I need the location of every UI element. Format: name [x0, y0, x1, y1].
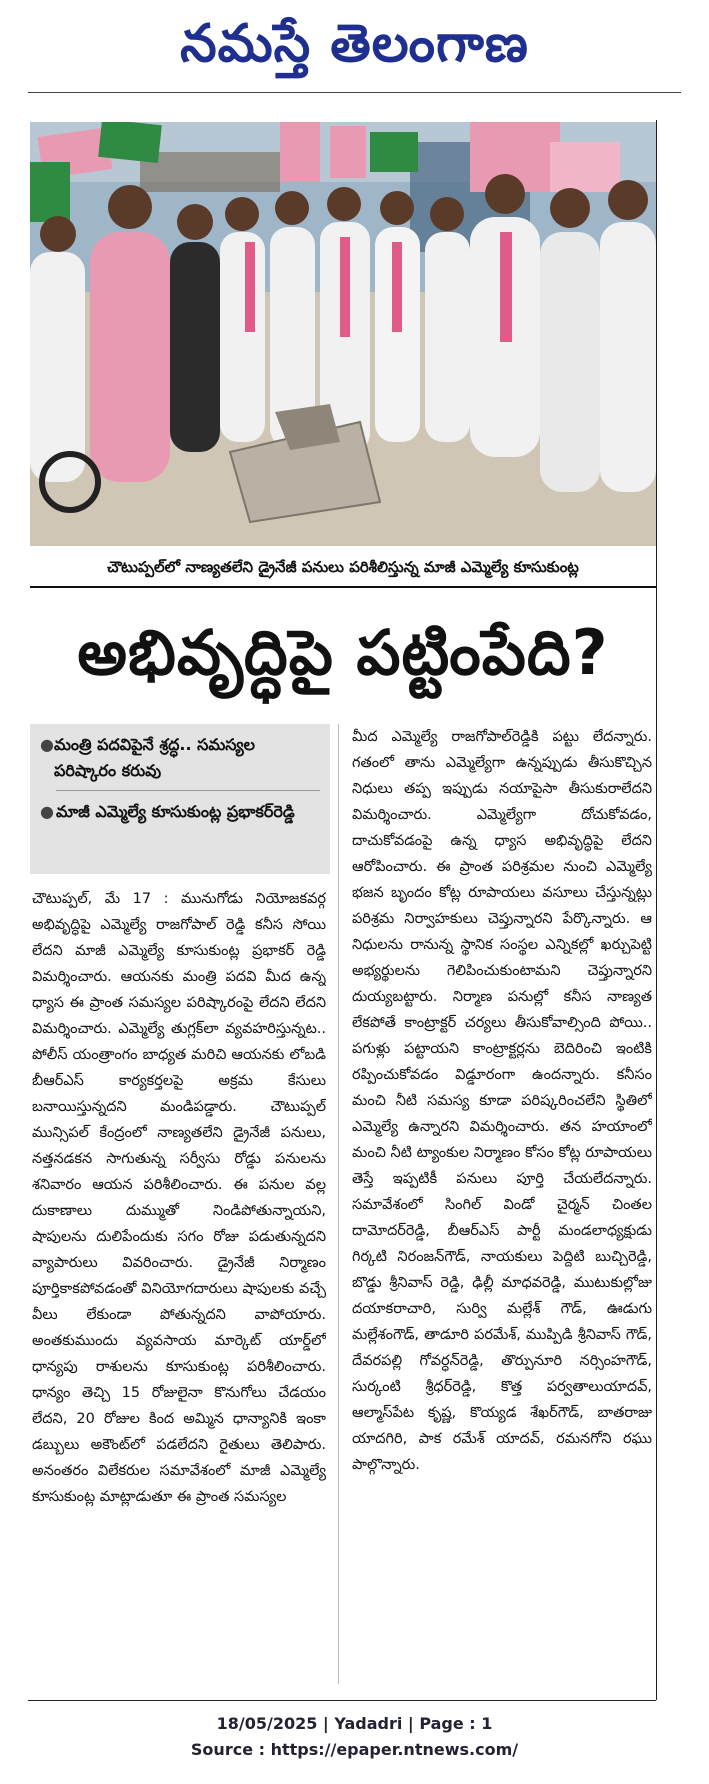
highlight-item	[40, 732, 320, 784]
photo-caption: చౌటుప్పల్‌లో నాణ్యతలేని డ్రైనేజీ పనులు పరిశీలిస్తున్న మాజీ ఎమ్మెల్యే కూసుకుంట్ల	[30, 552, 656, 588]
footer-date-edition: 18/05/2025 | Yadadri | Page : 1	[216, 1714, 493, 1733]
article-column-left	[32, 886, 326, 1676]
masthead-title: నమస్తే తెలంగాణ	[180, 14, 529, 74]
news-photo-illustration	[30, 122, 656, 546]
footer-source-link[interactable]: Source : https://epaper.ntnews.com/	[190, 1740, 519, 1759]
masthead-divider	[28, 92, 681, 93]
article-paragraph: మీద ఎమ్మెల్యే రాజగోపాల్‌రెడ్డికి పట్టు లేదన్నారు. గతంలో తాను ఎమ్మెల్యేగా ఉన్నప్పుడు తీసుకొచ్చిన నిధులు తప్ప ఇప్పుడు నయాపైసా తీసుకురాలేదని విమర్శించారు. ఎమ్మెల్యేగా దోచుకోవడం, దాచుకోవడంపై ఉన్న ధ్యాస అభివృద్ధిపై లేదని ఆరోపించారు. ఈ ప్రాంత పరిశ్రమల నుంచి ఎమ్మెల్యే భజన బృందం కోట్ల రూపాయలు వసూలు చేస్తున్నట్లు పరిశ్రమ నిర్వాహకులు చెప్తున్నారని పేర్కొన్నారు. ఆ నిధులను రానున్న స్థానిక సంస్థల ఎన్నికల్లో ఖర్చుపెట్టి అభ్యర్థులను గెలిపించుకుంటామని చెప్తున్నారని దుయ్యబట్టారు. నిర్మాణ పనుల్లో కనీస నాణ్యత లేకపోతే కాంట్రాక్టర్‌ చర్యలు తీసుకోవాల్సింది పోయి.. పగుళ్లు పట్టాయని కాంట్రాక్టర్లను బెదిరించి ఇంటికి రప్పించుకోవడం విడ్డూరంగా ఉందన్నారు. కనీసం మంచి నీటి సమస్య కూడా పరిష్కరించలేని స్థితిలో ఎమ్మెల్యే ఉన్నారని విమర్శించారు. తన హయాంలో మంచి నీటి ట్యాంకుల నిర్మాణం కోసం కోట్ల రూపాయలు తెస్తే ఇప్పటికీ పనులు పూర్తి చేయలేదన్నారు. సమావేశంలో సింగిల్‌ విండో చైర్మన్‌ చింతల దామోదర్‌రెడ్డి, బీఆర్‌ఎస్‌ పార్టీ మండలాధ్యక్షుడు గిర్కటి నిరంజన్‌గౌడ్‌, నాయకులు పెద్దిటి బుచ్చిరెడ్డి, బొడ్డు శ్రీనివాస్‌ రెడ్డి, ఢిల్లీ మాధవరెడ్డి, ముటుకుల్లోజు దయాకరాచారి, సుర్వి మల్లేశ్‌ గౌడ్‌, ఊడుగు మల్లేశంగౌడ్‌, తాడూరి పరమేశ్‌, ముప్పిడి శ్రీనివాస్‌ గౌడ్‌, దేవరపల్లి గోవర్ధన్‌రెడ్డి, తొర్పునూరి నర్సింహగౌడ్‌, సుర్కంటి శ్రీధర్‌రెడ్డి, కొత్త పర్వతాలుయాదవ్‌, ఆల్మాస్‌పేట కృష్ణ, కొయ్యడ శేఖర్‌గౌడ్‌, బాతరాజు యాదగిరి, పాక రమేశ్‌ యాదవ్‌, రమనగోని రఘు పాల్గొన్నారు.	[352, 729, 652, 1473]
highlight-text: మాజీ ఎమ్మెల్యే కూసుకుంట్ల ప్రభాకర్‌రెడ్డి	[56, 802, 295, 821]
bullet-icon: ●	[40, 735, 54, 754]
headline: అభివృద్ధిపై పట్టింపేది?	[77, 616, 609, 689]
highlight-box	[30, 724, 330, 874]
highlight-divider	[56, 790, 320, 791]
news-photo	[30, 122, 656, 546]
masthead	[0, 0, 709, 100]
page-frame-right	[656, 120, 657, 1700]
article-paragraph: చౌటుప్పల్‌, మే 17 : మునుగోడు నియోజకవర్గ అభివృద్ధిపై ఎమ్మెల్యే రాజగోపాల్‌ రెడ్డి కనీస సోయి లేదని మాజీ ఎమ్మెల్యే కూసుకుంట్ల ప్రభాకర్‌ రెడ్డి విమర్శించారు. ఆయనకు మంత్రి పదవి మీద ఉన్న ధ్యాస ఈ ప్రాంత సమస్యల పరిష్కారంపై లేదని లేదని విమర్శించారు. ఎమ్మెల్యే తుగ్లక్‌లా వ్యవహరిస్తున్నట.. పోలీస్‌ యంత్రాంగం బాధ్యత మరిచి ఆయనకు లోబడి బీఆర్‌ఎస్‌ కార్యకర్తలపై అక్రమ కేసులు బనాయిస్తున్నదని మండిపడ్డారు. చౌటుప్పల్‌ మున్సిపల్‌ కేంద్రంలో నాణ్యతలేని డ్రైనేజీ పనులు, నత్తనడకన సాగుతున్న సర్వీసు రోడ్డు పనులను శనివారం ఆయన పరిశీలించారు. ఈ పనుల వల్ల దుకాణాలు దుమ్ముతో నిండిపోతున్నాయని, షాపులను దులిపేందుకు సగం రోజు పడుతున్నదని వ్యాపారులు వివరించారు. డ్రైనేజీ నిర్మాణం పూర్తికాకపోవడంతో వినియోగదారులు షాపులకు వచ్చే వీలు లేకుండా పోతున్నదని వాపోయారు. అంతకుముందు వ్యవసాయ మార్కెట్‌ యార్డ్‌లో ధాన్యపు రాశులను కూసుకుంట్ల పరిశీలించారు. ధాన్యం తెచ్చి 15 రోజులైనా కొనుగోలు చేడయం లేదని, 20 రోజుల కింద అమ్మిన ధాన్యానికి ఇంకా డబ్బులు అకౌంట్‌లో పడలేదని రైతులు తెలిపారు. అనంతరం విలేకరుల సమావేశంలో మాజీ ఎమ్మెల్యే కూసుకుంట్ల మాట్లాడుతూ ఈ ప్రాంత సమస్యల	[32, 891, 326, 1505]
article-column-right	[352, 724, 652, 1674]
highlight-text: మంత్రి పదవిపైనే శ్రద్ధ.. సమస్యల పరిష్కారం కరువు	[53, 735, 256, 780]
page-frame-bottom	[28, 1700, 656, 1701]
highlight-item	[40, 799, 320, 825]
column-divider	[338, 724, 339, 1684]
bullet-icon: ●	[40, 802, 54, 821]
